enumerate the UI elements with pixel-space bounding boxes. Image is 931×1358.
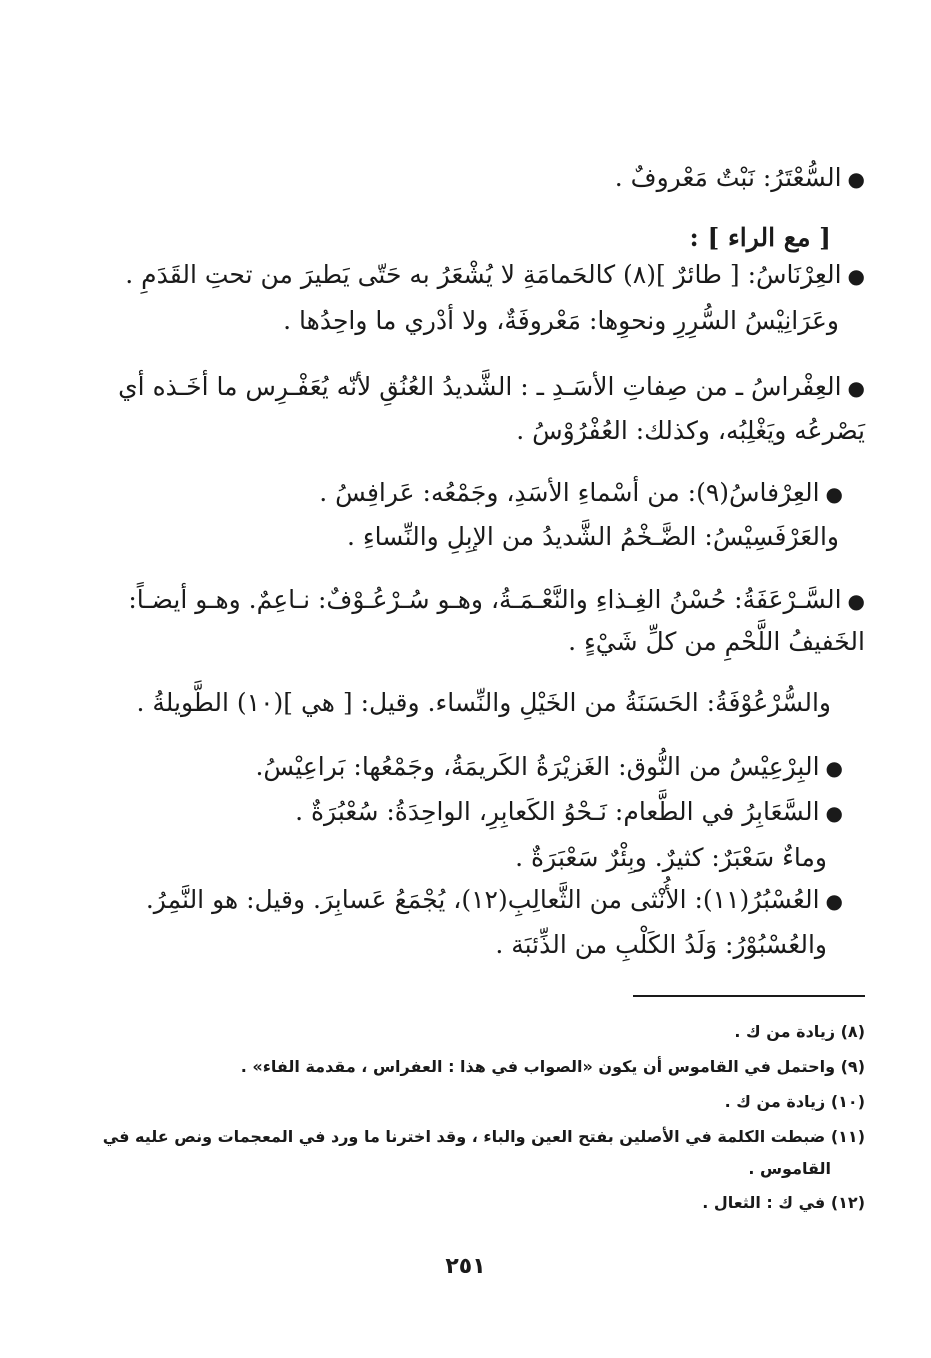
- entry-continuation: والعَرْفَسِيْسُ: الضَّـخْمُ الشَّديدُ من الإبِلِ والنِّساءِ .: [347, 522, 839, 551]
- entry-text: السَّعَابِرُ في الطَّعام: نَـحْوُ الكَعابِرِ، الواحِدَةُ: سُعْبُرَةٌ .: [295, 797, 820, 826]
- entry-text: العِفْراسُ ـ من صِفاتِ الأسَـدِ ـ : الشَّديدُ العُنُقِ لأنّه يُعَفْـرِس ما أخَـذه أي: [118, 372, 842, 401]
- entry-text: العِرْنَاسُ: [ طائرٌ ](٨) كالحَمامَةِ لا يُشْعَرُ به حَتّى يَطيرَ من تحتِ القَدَمِ .: [125, 260, 842, 289]
- entry-continuation: وماءٌ سَعْبَرٌ: كثيرٌ. وبِئْرٌ سَعْبَرَةٌ .: [515, 843, 827, 872]
- footnote-10: (١٠) زيادة من ك .: [724, 1092, 865, 1111]
- entry-continuation: والعُسْبُوْرُ: وَلَدُ الكَلْبِ من الذِّئبَة .: [495, 930, 827, 959]
- bullet-icon: ●: [847, 167, 865, 191]
- entry-sa'abir: [53, 792, 843, 833]
- footnote-9: (٩) واحتمل في القاموس أن يكون «الصواب في هذا : العفراس ، مقدمة الفاء» .: [240, 1057, 865, 1076]
- footnote-divider: [633, 995, 865, 997]
- entry-text: السُّعْتَرُ: نَبْتٌ مَعْروفٌ .: [614, 163, 842, 192]
- bullet-icon: ●: [825, 482, 843, 506]
- bullet-icon: ●: [847, 264, 865, 288]
- entry-continuation: الخَفيفُ اللَّحْمِ من كلِّ شَيْءٍ .: [568, 627, 865, 656]
- section-heading: [ مع الراء ] :: [689, 223, 831, 252]
- entry-continuation: وعَرَانِيْسُ السُّرِرِ ونحوِها: مَعْروفَةٌ، ولا أدْري ما واحِدُها .: [283, 306, 839, 335]
- bullet-icon: ●: [847, 376, 865, 400]
- entry-continuation: والسُّرْعُوْفَةُ: الحَسَنَةُ من الخَيْلِ والنِّساء. وقيل: [ هي ](١٠) الطَّويلةُ .: [136, 688, 831, 717]
- footnote-11: (١١) ضبطت الكلمة في الأصلين بفتح العين والباء ، وقد اخترنا ما ورد في المعجمات ونص عليه في: [102, 1127, 865, 1146]
- entry-irfas: [53, 473, 843, 514]
- entry-irnas: [75, 255, 865, 296]
- footnote-11-continuation: القاموس .: [748, 1159, 831, 1178]
- entry-continuation: يَصْرعُه ويَغْلِبُه، وكذلك: العُفْرُوْسُ .: [516, 416, 865, 445]
- footnote-8: (٨) زيادة من ك .: [734, 1022, 865, 1041]
- entry-text: البِرْعِيْسُ من النُّوق: الغَزيْرَةُ الكَريمَةُ، وجَمْعُها: بَراعِيْسُ.: [255, 752, 820, 781]
- entry-usbur: [53, 880, 843, 921]
- entry-sar'afa: [75, 580, 865, 621]
- page-number: ٢٥١: [445, 1254, 486, 1279]
- entry-ifras: [75, 367, 865, 408]
- footnote-12: (١٢) في ك : الثعال .: [702, 1193, 865, 1212]
- entry-text: العِرْفاسُ(٩): من أسْماءِ الأسَدِ، وجَمْعُه: عَرافِسُ .: [319, 478, 820, 507]
- entry-text: السَّـرْعَفَةُ: حُسْنُ الغِـذاءِ والنَّعْـمَـةُ، وهـو سُـرْعُـوْفٌ: نـاعِمٌ. وهـو أيضـاً:: [128, 585, 842, 614]
- bullet-icon: ●: [825, 801, 843, 825]
- bullet-icon: ●: [847, 589, 865, 613]
- bullet-icon: ●: [825, 889, 843, 913]
- entry-text: العُسْبُرُ(١١): الأُنْثى من الثَّعالِبِ(١٢)، يُجْمَعُ عَسابِرَ. وقيل: هو النَّمِرُ.: [145, 885, 820, 914]
- entry-sa'tar: [75, 158, 865, 199]
- bullet-icon: ●: [825, 756, 843, 780]
- entry-bir'is: [53, 747, 843, 788]
